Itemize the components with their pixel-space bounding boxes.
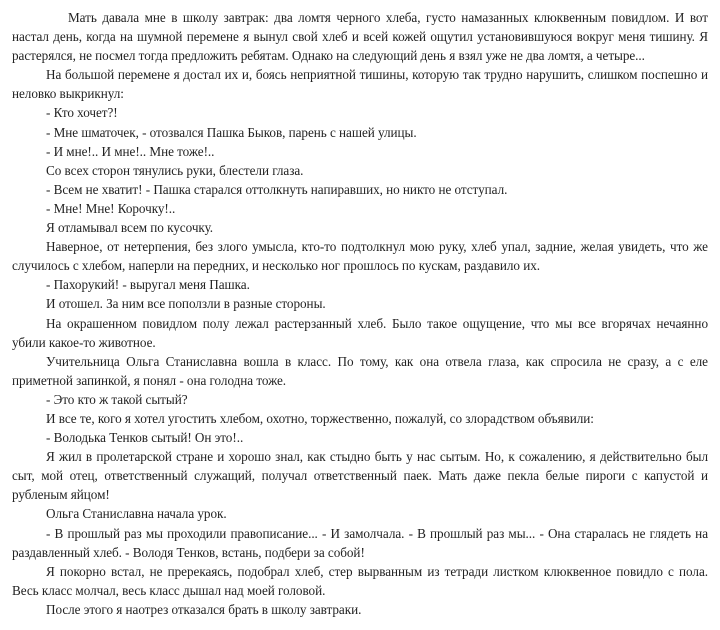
paragraph: И все те, кого я хотел угостить хлебом, охотно, торжественно, пожалуй, со злорадством объявили:	[46, 410, 594, 426]
paragraph: На окрашенном повидлом полу лежал растерзанный хлеб. Было такое ощущение, что мы все вгорячах нечаянно убили какое-то животное.	[12, 315, 708, 350]
paragraph: Учительница Ольга Станиславна вошла в класс. По тому, как она отвела глаза, как спросила не сразу, а с еле приметной запинкой, я понял - она голодна тоже.	[12, 353, 708, 388]
paragraph: - Володька Тенков сытый! Он это!..	[46, 430, 244, 446]
paragraph: - Кто хочет?!	[46, 105, 118, 121]
paragraph: После этого я наотрез отказался брать в школу завтраки.	[46, 601, 362, 617]
paragraph: - Пахорукий! - выругал меня Пашка.	[46, 277, 250, 293]
paragraph: - Мне! Мне! Корочку!..	[46, 200, 176, 216]
paragraph: - И мне!.. И мне!.. Мне тоже!..	[46, 143, 215, 159]
paragraph: Со всех сторон тянулись руки, блестели глаза.	[46, 162, 304, 178]
paragraph: Я отламывал всем по кусочку.	[46, 220, 214, 236]
paragraph: Мать давала мне в школу завтрак: два ломтя черного хлеба, густо намазанных клюквенным повидлом. И вот настал день, когда на шумной перемене я вынул свой хлеб и всей кожей ощутил установившуюся вокруг меня тишину. Я растерялся, не посмел тогда предложить ребятам. Однако на следующий день я взял уже не два ломтя, а четыре...	[12, 10, 708, 64]
paragraph: - В прошлый раз мы проходили правописание... - И замолчала. - В прошлый раз мы... - Она старалась не глядеть на раздавленный хлеб. - Володя Тенков, встань, подбери за собой!	[12, 525, 708, 560]
paragraph: Я жил в пролетарской стране и хорошо знал, как стыдно быть у нас сытым. Но, к сожалению, я действительно был сыт, мой отец, ответственный служащий, получал ответственный паек. Мать даже пекла белые пироги с капустой и рубленым яйцом!	[12, 449, 708, 503]
paragraph: Наверное, от нетерпения, без злого умысла, кто-то подтолкнул мою руку, хлеб упал, задние, желая увидеть, что же случилось с хлебом, наперли на передних, и несколько ног прошлось по кускам, раздавило их.	[12, 239, 708, 274]
paragraph: - Это кто ж такой сытый?	[46, 391, 188, 407]
paragraph: И отошел. За ним все поползли в разные стороны.	[46, 296, 326, 312]
paragraph: На большой перемене я достал их и, боясь неприятной тишины, которую так трудно нарушить, слишком поспешно и неловко выкрикнул:	[12, 67, 708, 102]
paragraph: - Всем не хватит! - Пашка старался оттолкнуть напиравших, но никто не отступал.	[46, 181, 508, 197]
paragraph: - Мне шматочек, - отозвался Пашка Быков, парень с нашей улицы.	[46, 124, 417, 140]
paragraph: Ольга Станиславна начала урок.	[46, 506, 227, 522]
paragraph: Я покорно встал, не пререкаясь, подобрал хлеб, стер вырванным из тетради листком клюквенное повидло с пола. Весь класс молчал, весь класс дышал над моей головой.	[12, 563, 708, 598]
